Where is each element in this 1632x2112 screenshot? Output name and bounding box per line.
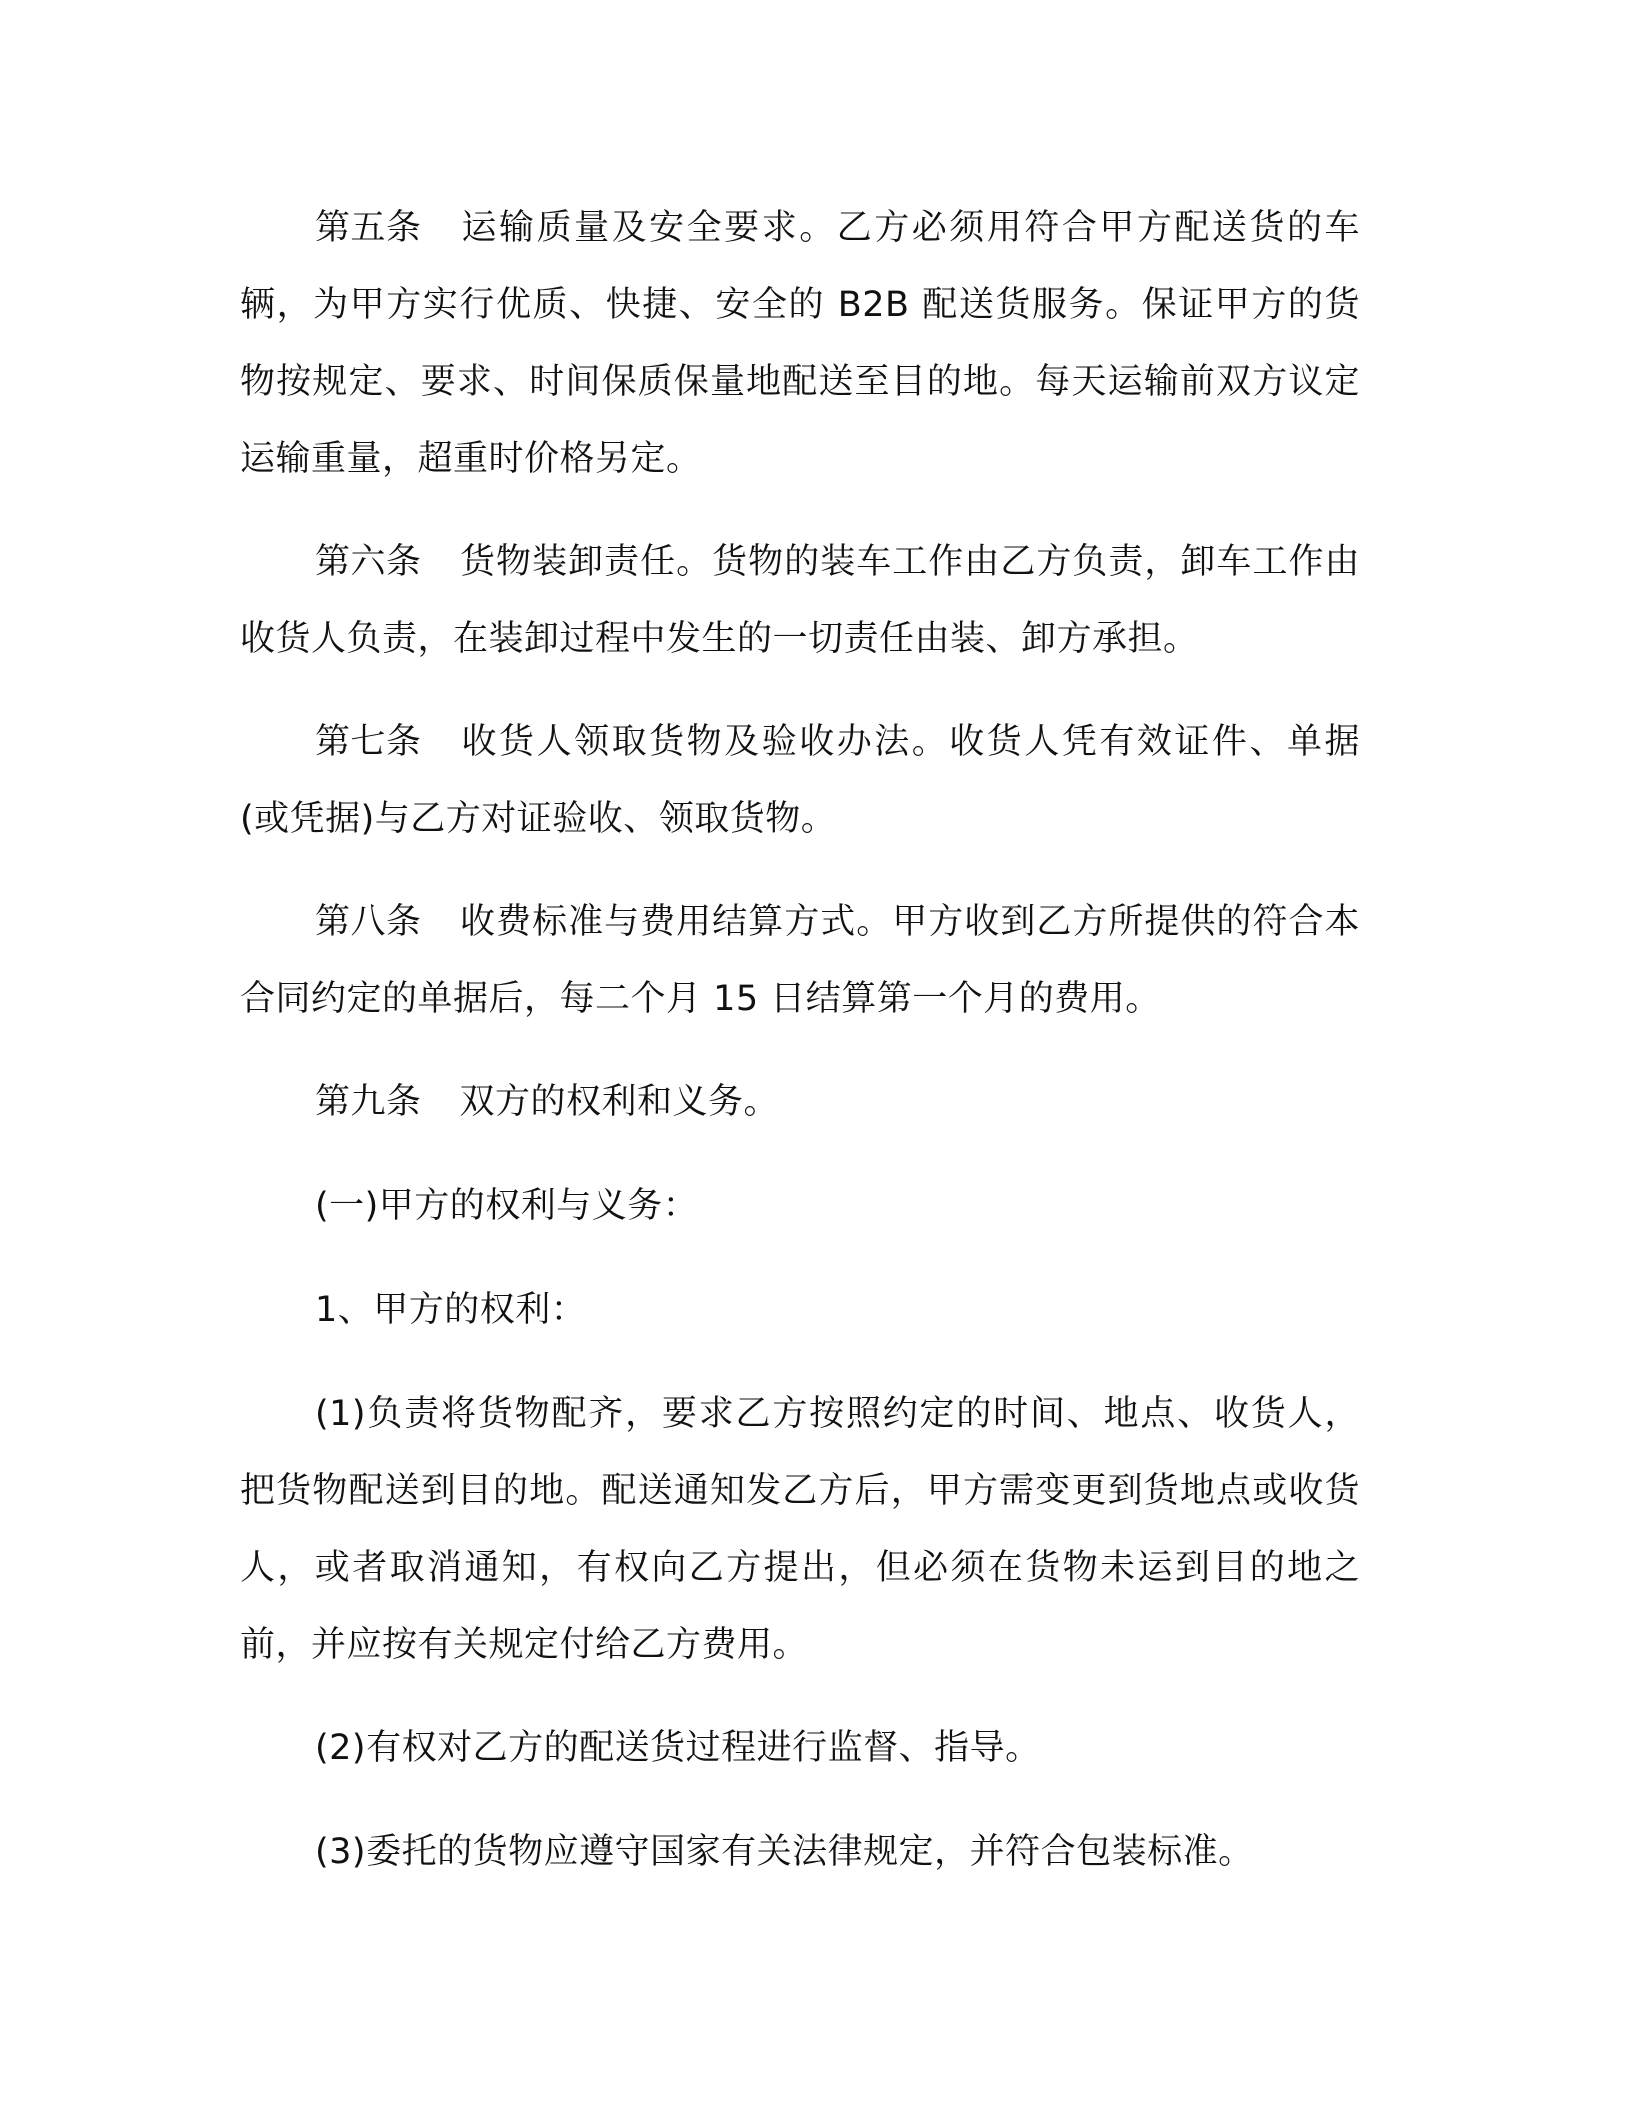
section-heading: (一)甲方的权利与义务：: [315, 1186, 699, 1226]
article-number: 第六条: [315, 542, 422, 582]
subsection-heading: 1、甲方的权利：: [315, 1290, 587, 1330]
article-number: 第九条: [315, 1082, 422, 1122]
article-text: 运输质量及安全要求。乙方必须用符合甲方配送货的车辆，为甲方实行优质、快捷、安全的 B2B 配送货服务。保证甲方的货物按规定、要求、时间保质保量地配送至目的地。每天运输前双方议定运输重量，超重时价格另定。: [240, 208, 1360, 479]
document-body: [240, 190, 1360, 1918]
article-number: 第八条: [315, 902, 422, 942]
article-text: 双方的权利和义务。: [459, 1082, 780, 1122]
article-text: 收费标准与费用结算方式。甲方收到乙方所提供的符合本合同约定的单据后，每二个月 15 日结算第一个月的费用。: [240, 902, 1360, 1019]
article-6-paragraph: [240, 524, 1360, 678]
list-item: (3)委托的货物应遵守国家有关法律规定，并符合包装标准。: [315, 1832, 1254, 1872]
article-number: 第五条: [315, 208, 422, 248]
list-item: (1)负责将货物配齐，要求乙方按照约定的时间、地点、收货人，把货物配送到目的地。配送通知发乙方后，甲方需变更到货地点或收货人，或者取消通知，有权向乙方提出，但必须在货物未运到目的地之前，并应按有关规定付给乙方费用。: [240, 1394, 1360, 1665]
article-8-paragraph: [240, 884, 1360, 1038]
article-7-paragraph: [240, 704, 1360, 858]
article-text: 货物装卸责任。货物的装车工作由乙方负责，卸车工作由收货人负责，在装卸过程中发生的一切责任由装、卸方承担。: [240, 542, 1360, 659]
article-text: 收货人领取货物及验收办法。收货人凭有效证件、单据(或凭据)与乙方对证验收、领取货物。: [240, 722, 1360, 839]
article-number: 第七条: [315, 722, 422, 762]
list-item: (2)有权对乙方的配送货过程进行监督、指导。: [315, 1728, 1041, 1768]
article-5-paragraph: [240, 190, 1360, 498]
article-9-paragraph: [240, 1064, 1360, 1141]
